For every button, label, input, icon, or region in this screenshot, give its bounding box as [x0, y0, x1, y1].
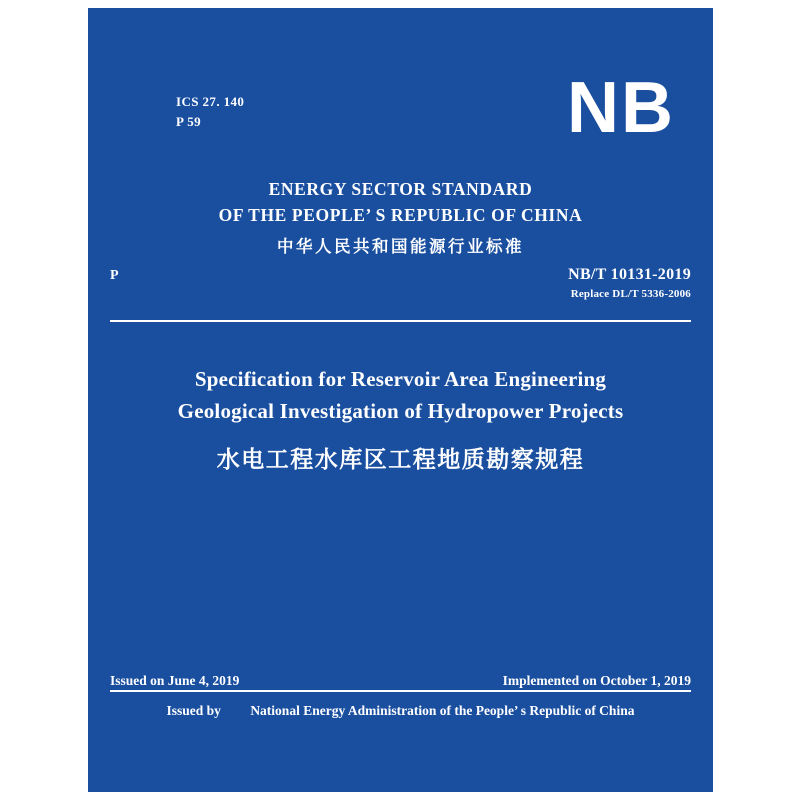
issued-on-date: Issued on June 4, 2019: [110, 673, 240, 688]
standard-number: NB/T 10131-2019: [568, 266, 691, 283]
divider-top: [110, 320, 691, 322]
dates-row: [110, 673, 691, 689]
main-title-en-line1: Specification for Reservoir Area Engineering: [194, 367, 607, 391]
main-title-en-line2: Geological Investigation of Hydropower Projects: [177, 399, 624, 423]
implemented-on-date: Implemented on October 1, 2019: [502, 673, 691, 688]
issuer-row: [88, 703, 713, 719]
divider-bottom: [110, 690, 691, 692]
issued-by-label: Issued by: [166, 703, 221, 718]
standard-cover: [88, 8, 713, 792]
nb-logo: NB: [567, 68, 675, 148]
ics-code: ICS 27. 140: [176, 94, 245, 109]
main-title-block: [88, 363, 713, 474]
code-block: [568, 266, 691, 300]
ics-block: [176, 92, 244, 132]
standard-title-line1: ENERGY SECTOR STANDARD: [268, 179, 533, 199]
standard-title-block: [88, 176, 713, 259]
replaced-standard: Replace DL/T 5336-2006: [570, 288, 691, 300]
standard-title-chinese: 中华人民共和国能源行业标准: [277, 237, 524, 256]
code-prefix: P: [110, 268, 119, 283]
standard-code-row: [88, 263, 713, 313]
main-title-cn: 水电工程水库区工程地质勘察规程: [216, 447, 585, 473]
classification-code: P 59: [176, 114, 202, 129]
issuing-organization: National Energy Administration of the People’ s Republic of China: [250, 703, 635, 718]
standard-title-line2: OF THE PEOPLE’ S REPUBLIC OF CHINA: [218, 205, 583, 225]
cover-header: [88, 68, 713, 168]
